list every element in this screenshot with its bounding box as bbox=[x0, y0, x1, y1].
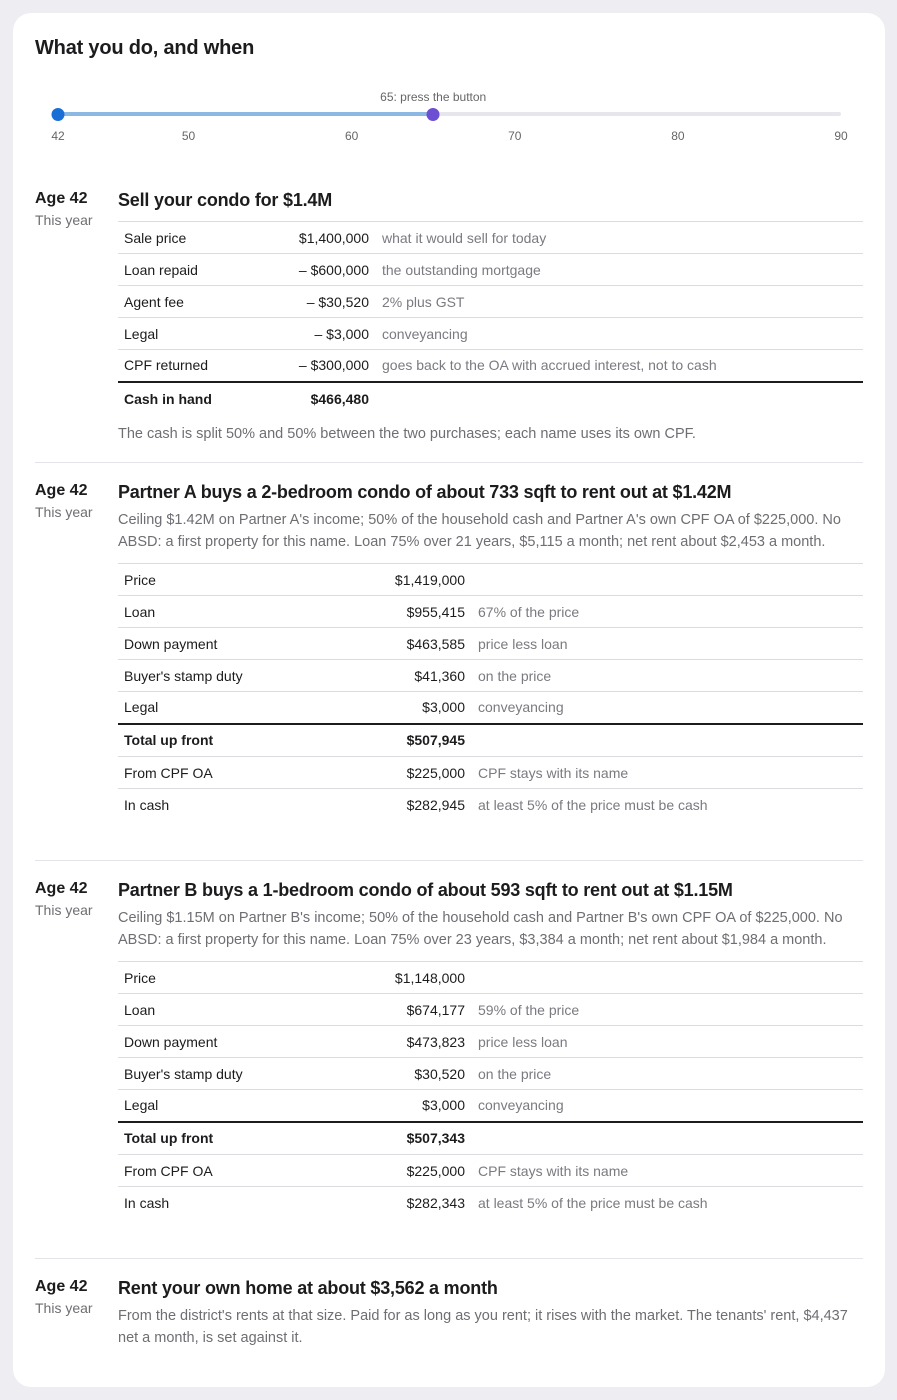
row-label: Sale price bbox=[118, 222, 290, 254]
section-footnote: The cash is split 50% and 50% between the two purchases; each name uses its own CPF. bbox=[118, 425, 696, 442]
age-label: Age 42 bbox=[35, 482, 88, 499]
row-note bbox=[478, 564, 863, 596]
row-note: the outstanding mortgage bbox=[382, 254, 863, 286]
divider bbox=[35, 462, 863, 463]
row-note: on the price bbox=[478, 1058, 863, 1090]
row-label: From CPF OA bbox=[118, 757, 388, 789]
row-note: goes back to the OA with accrued interest, not to cash bbox=[382, 350, 863, 382]
row-label: Cash in hand bbox=[118, 382, 290, 415]
row-value: $955,415 bbox=[388, 596, 478, 628]
row-note: conveyancing bbox=[478, 1090, 863, 1122]
row-note: price less loan bbox=[478, 1026, 863, 1058]
row-label: In cash bbox=[118, 1187, 388, 1219]
section-description: Ceiling $1.42M on Partner A's income; 50% of the household cash and Partner A's own CPF OA of $225,000. No ABSD: a first property for this name. Loan 75% over 21 years, $5,115 a month; net rent about $2,453 a month. bbox=[118, 512, 841, 550]
row-label: Legal bbox=[118, 692, 388, 724]
age-when: This year bbox=[35, 212, 93, 228]
table-row bbox=[118, 1090, 863, 1122]
row-note bbox=[382, 382, 863, 415]
row-note: 59% of the price bbox=[478, 994, 863, 1026]
card-title: What you do, and when bbox=[35, 37, 255, 59]
row-label: From CPF OA bbox=[118, 1155, 388, 1187]
row-value: $3,000 bbox=[388, 1090, 478, 1122]
row-note: at least 5% of the price must be cash bbox=[478, 1187, 863, 1219]
row-label: Buyer's stamp duty bbox=[118, 660, 388, 692]
age-label: Age 42 bbox=[35, 1278, 88, 1295]
row-note: what it would sell for today bbox=[382, 222, 863, 254]
row-value: $282,945 bbox=[388, 789, 478, 821]
row-note: at least 5% of the price must be cash bbox=[478, 789, 863, 821]
section-title: Partner A buys a 2-bedroom condo of about 733 sqft to rent out at $1.42M bbox=[118, 482, 732, 502]
row-value: $507,945 bbox=[388, 724, 478, 757]
section-title: Sell your condo for $1.4M bbox=[118, 190, 333, 210]
row-label: Legal bbox=[118, 318, 290, 350]
table-row bbox=[118, 318, 863, 350]
row-note: CPF stays with its name bbox=[478, 757, 863, 789]
row-note: 2% plus GST bbox=[382, 286, 863, 318]
table-row bbox=[118, 1058, 863, 1090]
row-label: Agent fee bbox=[118, 286, 290, 318]
row-note: CPF stays with its name bbox=[478, 1155, 863, 1187]
row-value: $463,585 bbox=[388, 628, 478, 660]
row-value: – $3,000 bbox=[290, 318, 382, 350]
row-value: $3,000 bbox=[388, 692, 478, 724]
age-when: This year bbox=[35, 504, 93, 520]
table-row bbox=[118, 350, 863, 382]
row-value: – $30,520 bbox=[290, 286, 382, 318]
row-value: $674,177 bbox=[388, 994, 478, 1026]
row-label: Down payment bbox=[118, 628, 388, 660]
table-row bbox=[118, 962, 863, 994]
row-label: Price bbox=[118, 962, 388, 994]
row-value: $225,000 bbox=[388, 757, 478, 789]
row-label: Loan bbox=[118, 596, 388, 628]
table-row bbox=[118, 596, 863, 628]
row-label: Total up front bbox=[118, 724, 388, 757]
table-row bbox=[118, 286, 863, 318]
table-row bbox=[118, 692, 863, 724]
total-row bbox=[118, 382, 863, 415]
timeline-tick: 42 bbox=[51, 129, 65, 143]
table-row bbox=[118, 1155, 863, 1187]
purchase-table-b bbox=[118, 961, 863, 1219]
row-note bbox=[478, 724, 863, 757]
row-label: Legal bbox=[118, 1090, 388, 1122]
age-timeline[interactable] bbox=[13, 13, 885, 163]
table-row bbox=[118, 789, 863, 821]
row-label: Loan repaid bbox=[118, 254, 290, 286]
row-value: $30,520 bbox=[388, 1058, 478, 1090]
timeline-tick: 60 bbox=[344, 129, 359, 143]
row-value: – $600,000 bbox=[290, 254, 382, 286]
table-row bbox=[118, 254, 863, 286]
row-value: $473,823 bbox=[388, 1026, 478, 1058]
row-note bbox=[478, 962, 863, 994]
row-value: $507,343 bbox=[388, 1122, 478, 1155]
timeline-progress bbox=[58, 112, 433, 116]
table-row bbox=[118, 564, 863, 596]
row-value: $466,480 bbox=[290, 382, 382, 415]
row-value: $41,360 bbox=[388, 660, 478, 692]
timeline-tick: 70 bbox=[508, 129, 522, 143]
timeline-tick: 90 bbox=[834, 129, 848, 143]
section-description: From the district's rents at that size. Paid for as long as you rent; it rises with the market. The tenants' rent, $4,437 net a month, is set against it. bbox=[118, 1308, 848, 1346]
age-label: Age 42 bbox=[35, 190, 88, 207]
row-value: $1,419,000 bbox=[388, 564, 478, 596]
row-label: Loan bbox=[118, 994, 388, 1026]
row-value: $1,400,000 bbox=[290, 222, 382, 254]
age-label: Age 42 bbox=[35, 880, 88, 897]
plan-card bbox=[13, 13, 885, 1387]
section-description: Ceiling $1.15M on Partner B's income; 50% of the household cash and Partner B's own CPF OA of $225,000. No ABSD: a first property for this name. Loan 75% over 23 years, $3,384 a month; net rent about $1,984 a month. bbox=[118, 910, 843, 948]
row-note: 67% of the price bbox=[478, 596, 863, 628]
row-label: Buyer's stamp duty bbox=[118, 1058, 388, 1090]
table-row bbox=[118, 1187, 863, 1219]
current-age-dot bbox=[52, 108, 65, 121]
table-row bbox=[118, 994, 863, 1026]
row-note: conveyancing bbox=[382, 318, 863, 350]
table-row bbox=[118, 660, 863, 692]
row-note: conveyancing bbox=[478, 692, 863, 724]
row-value: – $300,000 bbox=[290, 350, 382, 382]
row-note bbox=[478, 1122, 863, 1155]
row-value: $282,343 bbox=[388, 1187, 478, 1219]
row-note: price less loan bbox=[478, 628, 863, 660]
section-title: Partner B buys a 1-bedroom condo of about 593 sqft to rent out at $1.15M bbox=[118, 880, 733, 900]
row-label: Total up front bbox=[118, 1122, 388, 1155]
row-label: CPF returned bbox=[118, 350, 290, 382]
timeline-tick: 50 bbox=[181, 129, 196, 143]
total-row bbox=[118, 1122, 863, 1155]
table-row bbox=[118, 757, 863, 789]
purchase-table-a bbox=[118, 563, 863, 821]
total-row bbox=[118, 724, 863, 757]
divider bbox=[35, 860, 863, 861]
age-when: This year bbox=[35, 902, 93, 918]
row-note: on the price bbox=[478, 660, 863, 692]
timeline-tick: 80 bbox=[671, 129, 685, 143]
marker-label: 65: press the button bbox=[380, 90, 487, 104]
divider bbox=[35, 1258, 863, 1259]
table-row bbox=[118, 1026, 863, 1058]
age-when: This year bbox=[35, 1300, 93, 1316]
section-title: Rent your own home at about $3,562 a month bbox=[118, 1278, 498, 1298]
row-label: In cash bbox=[118, 789, 388, 821]
row-label: Price bbox=[118, 564, 388, 596]
row-value: $1,148,000 bbox=[388, 962, 478, 994]
retirement-marker-handle[interactable] bbox=[427, 108, 440, 121]
table-row bbox=[118, 628, 863, 660]
sale-table bbox=[118, 221, 863, 415]
table-row bbox=[118, 222, 863, 254]
row-value: $225,000 bbox=[388, 1155, 478, 1187]
row-label: Down payment bbox=[118, 1026, 388, 1058]
